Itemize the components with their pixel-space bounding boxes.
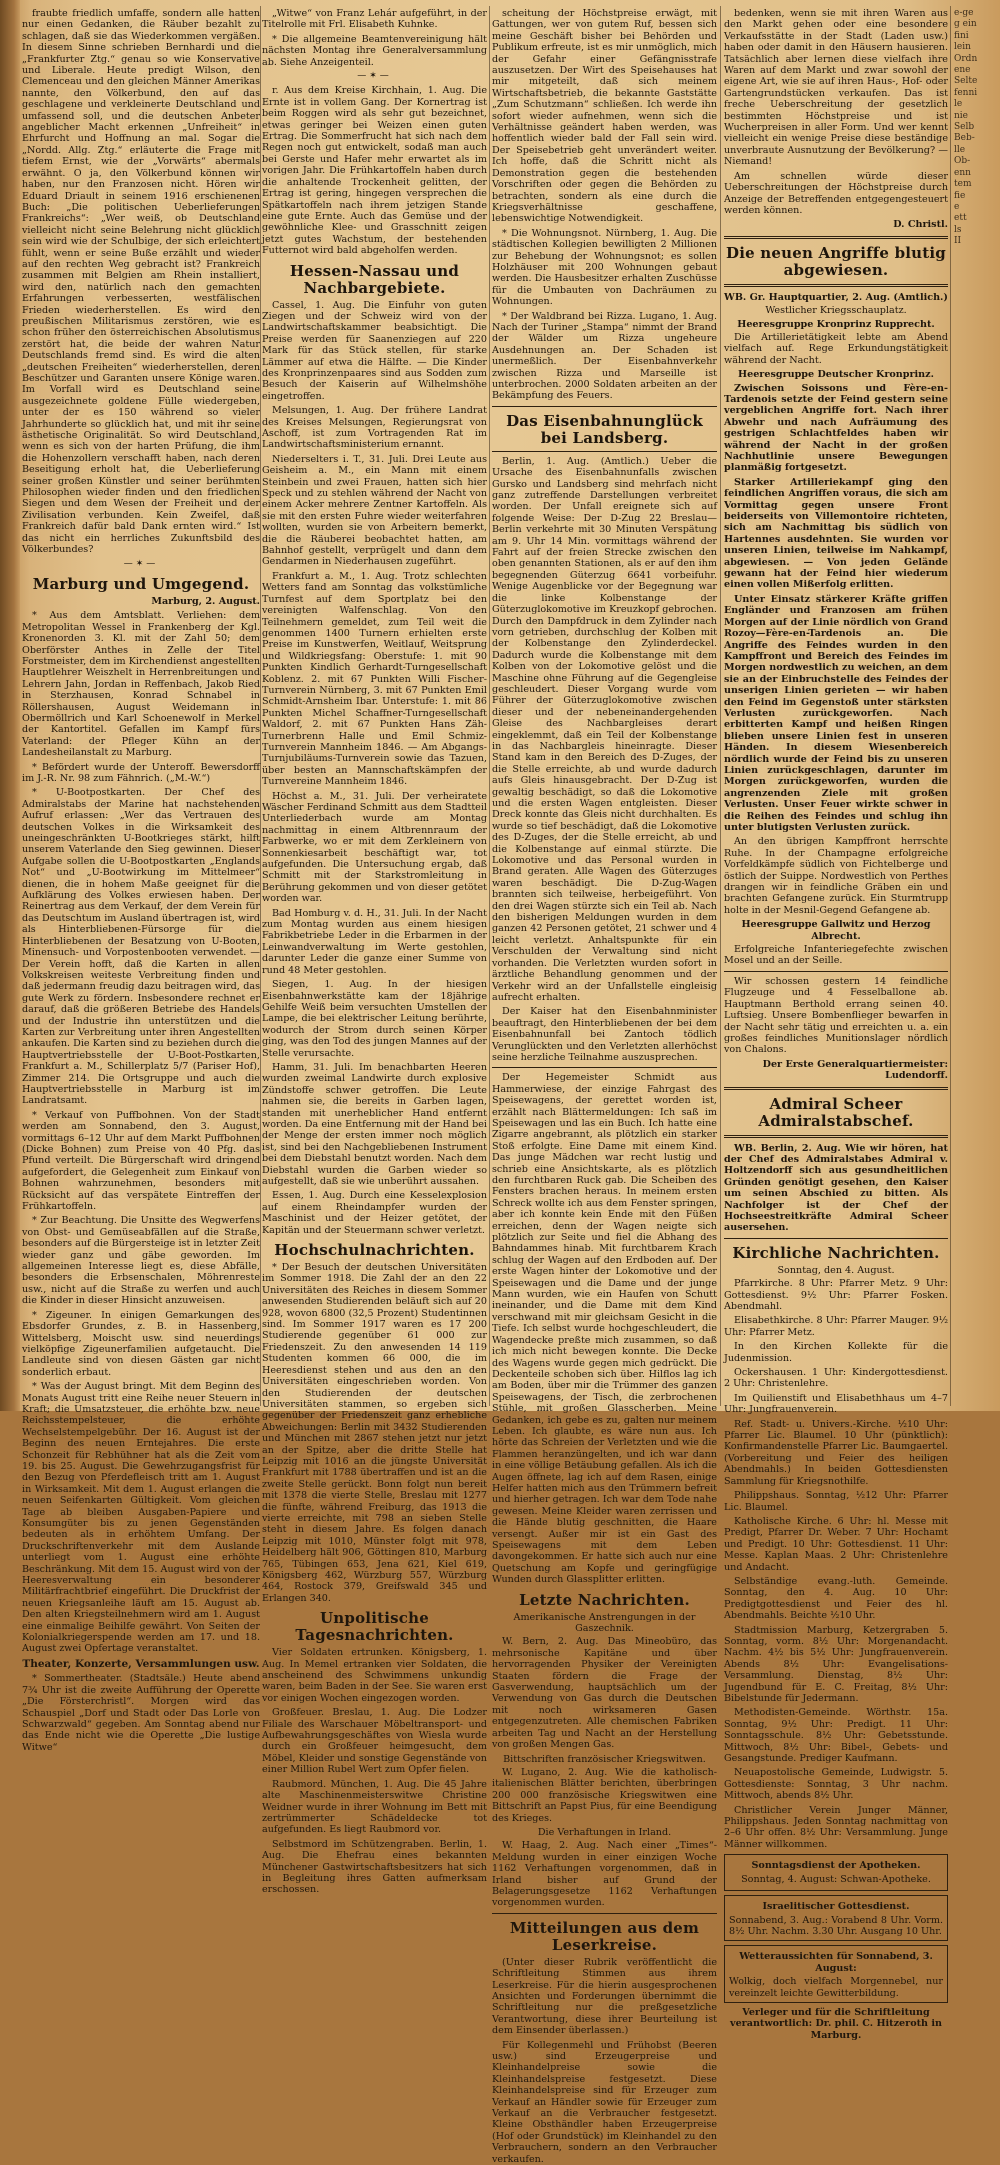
separator: —✶— — [357, 71, 392, 82]
margin-fragment: g ein — [954, 19, 977, 30]
margin-fragment: lle — [954, 144, 966, 155]
subheading: Westlicher Kriegsschauplatz. — [765, 305, 907, 317]
notice-text: Sonntag, 4. August: Schwan-Apotheke. — [741, 1873, 931, 1885]
section-heading-mitteilungen: Mitteilungen aus dem Leserkreise. — [509, 1918, 700, 1954]
subheading: Heeresgruppe Deutscher Kronprinz. — [738, 369, 934, 381]
divider — [492, 451, 717, 452]
subheading: Amerikanische Anstrengungen in der Gaszechnik. — [513, 1611, 696, 1635]
divider — [724, 971, 948, 972]
column-2 — [262, 8, 487, 1896]
article-text: * U-Bootpostkarten. Der Chef des Admiralstabs der Marine hat nachstehenden Aufruf erlassen: „Wer das Vertrauen des deutschen Volkes in die Wirksamkeit des uneingeschränkten U-Bootkrieges stärkt, hilft unserem Vaterlande den Sieg gewinnen. Dieser Aufgabe sollen die U-Bootpostkarten „Englands Not“ und „U-Bootwirkung im Mittelmeer“ dienen, die in hohem Maße geeignet für die Aufklärung des Volkes erwiesen haben. Der Reinertrag aus dem Verkauf, der dem Verein für das Deutschtum im Ausland übertragen ist, wird als Hinterbliebenen-Fürsorge für die Hinterbliebenen der Besatzung von U-Booten, Minensuch- und Vorpostenbooten verwendet. — Der Verein hofft, daß die Karten in allen Volkskreisen weiteste Verbreitung finden und daß jedermann freudig dazu beitragen wird, das gute Werk zu fördern. Insbesondere rechnet er darauf, daß die größeren Betriebe des Handels und der Industrie ihn unterstützen und die Karten zur Verbreitung unter ihren Angestellten ankaufen. Die Karten sind zu beziehen durch die Hauptvertriebsstelle der U-Boot-Postkarten, Frankfurt a. M., Schillerplatz 5/7 (Pariser Hof), Zimmer 214. Die Ortsgruppe und auch die Hauptvertriebsstelle in Marburg ist im Landratsamt. — [22, 787, 260, 1107]
section-heading-hochschul: Hochschulnachrichten. — [274, 1241, 475, 1260]
church-notice: Im Quilienstift und Elisabethhaus um 4–7 Uhr: Jungfrauenverein. — [724, 1392, 948, 1416]
article-text: Vier Soldaten ertrunken. Königsberg, 1. Aug. In Memel ertranken vier Soldaten, die anscheinend des Schwimmens unkundig waren, beim Baden in der See. Sie waren erst vor einigen Wochen eingezogen worden. — [262, 1647, 487, 1704]
article-text: Für Kollegenmehl und Frühobst (Beeren usw.) sind Erzeugerpreise und Kleinhandelpreise sowie die Kleinhandelspreise festgesetzt. Diese Kleinhandelspreise sind für Erzeuger zum Verkauf an Händler sowie für Erzeuger zum Verkauf an die Verbraucher festgesetzt. Kleine Obsthändler haben Erzeugerpreise (Hof oder Grundstück) im Kleinhandel zu den Verbrauchern, sondern an den Verbraucher verkaufen. — [492, 2039, 717, 2165]
subheading-theater: Theater, Konzerte, Versammlungen usw. — [22, 1657, 260, 1670]
margin-fragment: ett — [954, 213, 967, 224]
section-heading-marburg: Marburg und Umgegend. — [32, 574, 250, 593]
article-text: Cassel, 1. Aug. Die Einfuhr von guten Ziegen und der Schweiz wird von der Landwirtschaftskammer beabsichtigt. Die Preise werden für Saanenziegen auf 220 Mark für das Stück stellen, für starke Lämmer auf etwa die Hälfte. — Die Kinder des Kronprinzenpaares sind aus Sodden zum Besuch der Kaiserin auf Wilhelmshöhe eingetroffen. — [262, 299, 487, 402]
margin-fragment: tem — [954, 179, 972, 190]
article-text: Großfeuer. Breslau, 1. Aug. Die Lodzer Filiale des Warschauer Möbeltransport- und Aufbewahrungsgeschäftes von Wiesla wurde durch ein Großfeuer heimgesucht, dem Möbel, Kleider und sonstige Gegenstände von einer Million Rubel Wert zum Opfer fielen. — [262, 1707, 487, 1776]
dateline: Sonntag, den 4. August. — [777, 1264, 895, 1276]
margin-fragment: fini — [954, 30, 969, 41]
church-notice: Philippshaus. Sonntag, ½12 Uhr: Pfarrer Lic. Blaumel. — [724, 1490, 948, 1513]
margin-fragment: fie — [954, 190, 966, 201]
section-heading-scheer: Admiral Scheer Admiralstabschef. — [758, 1094, 914, 1130]
article-text: * Zur Beachtung. Die Unsitte des Wegwerfens von Obst- und Gemüseabfällen auf die Straße, besonders auf die Bürgersteige ist in letzter Zeit wieder ganz und gäbe geworden. Im allgemeinen Interesse liegt es, diese Abfälle, besonders die Erbsenschalen, Möhrenreste usw., nicht auf die Straße zu werfen und auch die Kinder in dieser Hinsicht anzuweisen. — [22, 1215, 260, 1307]
weather-box — [724, 1945, 948, 2003]
article-text: Frankfurt a. M., 1. Aug. Trotz schlechten Wetters fand am Sonntag das volkstümliche Turnfest auf dem Sportplatz bei den vereinigten Walfenschlag. Von den Teilnehmern gemeldet, zum Teil weit die genommen 1400 Turnern erhielten erste Preise im Kunstwerfen, Weitlauf, Weitsprung und Wildkriegsfang: Oberstufe: 1. mit 90 Punkten Kindlich Gerhardt-Turngesellschaft Koblenz. 2. mit 67 Punkten Willi Fischer-Turnverein Nürnberg, 3. mit 67 Punkten Emil Schmidt-Arnsheim Ibar. Unterstufe: 1. mit 86 Punkten Michel Schaffner-Turngesellschaft Waldorf, 2. mit 67 Punkten Hans Zäh-Turnerbrenn Halle und Emil Schmiz-Turnverein Mannheim 1846. — Am Abgangs-Turnjubiläums-Turnverein sowie das Tazuen, über besten an Mannschaftskämpfen der Turnvereine Mannheim 1846. — [262, 570, 487, 788]
article-text: * Verkauf von Puffbohnen. Von der Stadt werden am Sonnabend, den 3. August, vormittags 6–12 Uhr auf dem Markt Puffbohnen (Dicke Bohnen) zum Preise von 40 Pfg. das Pfund verteilt. Die Bürgerschaft wird dringend aufgefordert, die Gelegenheit zum Einkauf von Bohnen wahrzunehmen, besonders mit Rücksicht auf das verspätete Eintreffen der Frühkartoffeln. — [22, 1109, 260, 1213]
margin-fragment: Ob- — [954, 156, 971, 167]
article-text: Starker Artilleriekampf ging den feindlichen Angriffen voraus, die sich am Vormittag gegen unsere Front beiderseits von Villemontoire richteten, sich am Nachmittag bis südlich von Hartennes ausdehnten. Sie wurden vor unseren Linien, teilweise im Nahkampf, abgewiesen. — Von jeden Gelände gewann hat der Feind hier wiederum einen vollen Mißerfolg erlitten. — [724, 476, 948, 591]
article-text: Bad Homburg v. d. H., 31. Juli. In der Nacht zum Montag wurden aus einem hiesigen Fabrikbetriebe Leder in die Erbarmen in der Leinwandverwaltung im Werte gestohlen, darunter Leder die ganze einer Summe von rund 48 Meter gestohlen. — [262, 907, 487, 976]
church-notice: Selbständige evang.-luth. Gemeinde. Sonntag, den 4. Aug. 10 Uhr: Predigtgottesdienst und Feier des hl. Abendmahls. Beichte ½10 Uhr. — [724, 1575, 948, 1622]
notice-text: Wolkig, doch vielfach Morgennebel, nur vereinzelt leichte Gewitterbildung. — [729, 1976, 943, 1999]
subheading: Heeresgruppe Gallwitz und Herzog Albrecht. — [741, 919, 931, 942]
divider — [492, 406, 717, 407]
article-text: Der Hegemeister Schmidt aus Hammerwiese, der einzige Fahrgast des Speisewagens, der gerettet worden ist, erzählt nach Blättermeldungen: Ich saß im Speisewagen und las ein Buch. Ich hatte eine Zigarre angebrannt, als plötzlich ein starker Stoß erfolgte. Eine Dame mit einem Kind. Das junge Mädchen war recht lustig und schrieb eine Ansichtskarte, als es plötzlich den furchtbaren Ruck gab. Die Scheiben des Fensters brachen heraus. In meinem ersten Schreck wollte ich aus dem Fenster springen, aber ich konnte kein Ende mit den Füßen erreichen, denn der Wagen neigte sich plötzlich zur Seite und fiel die Abhang des Bahndammes hinab. Mit furchtbarem Krach schlug der Wagen auf den Erdboden auf. Der erste Wagen hinter der Lokomotive und der Speisewagen und die Dame und der junge Mann wurden, wie ein Haufen von Schutt ineinander, und die Dame mit dem Kind verschwand mit mir gleichsam Gesicht in die Tiefe. Ich selbst wurde hochgeschleudert, die Wagendecke preßte mich zusammen, so daß ich mich nicht bewegen konnte. Die Decke des Wagens wurde gegen mich gedrückt. Die Deckenteile schoben sich über. Hilflos lag ich am Boden, über mir die Trümmer des ganzen Speisewagens, der Tisch, die zerbrochenen Stühle, mit großen Glasscherben. Meine Gedanken, ich gebe es zu, galten nur meinem Leben. Ich glaubte, es wäre nun aus. Ich hörte das Schreien der Verletzten und wie die Flammen heranzüngelten, und ich war dann in eine völlige Betäubung gefallen. Als ich die Augen öffnete, lag ich auf dem Rasen, einige Helfer hatten mich aus den Trümmern befreit und hierher getragen. Ich war dem Tode nahe gewesen. Meine Kleider waren zerrissen und die Hände blutig geschnitten, die Haare versengt. Außer mir ist ein Gast des Speisewagens mit dem Leben davongekommen. Er hatte sich auch nur eine Quetschung am Kopfe und geringfügige Wunden durch Glassplitter erlitten. — [492, 1072, 717, 1586]
church-notice: Stadtmission Marburg, Ketzergraben 5. Sonntag, vorm. 8½ Uhr: Morgenandacht. Nachm. 4½ bis 5½ Uhr: Jungfrauenverein. Abends 8½ Uhr: Evangelisations-Versammlung. Dienstag, 8½ Uhr: Jugendbund für E. C. Freitag, 8½ Uhr: Bibelstunde für Jedermann. — [724, 1624, 948, 1704]
column-rule — [950, 6, 951, 1406]
margin-fragment: e — [954, 201, 960, 212]
article-text: Siegen, 1. Aug. In der hiesigen Eisenbahnwerkstätte kam der 18jährige Gehilfe Weiß beim versuchten Umstellen der Lampe, die bei elektrischer Leitung berührte, wodurch der Strom durch seinen Körper ging, was den Tod des jungen Mannes auf der Stelle verursachte. — [262, 979, 487, 1059]
column-3 — [492, 8, 717, 2165]
separator: —✶— — [123, 558, 159, 569]
subheading: Bittschriften französischer Kriegswitwen. — [503, 1753, 706, 1765]
church-notice: Katholische Kirche. 6 Uhr: hl. Messe mit Predigt, Pfarrer Dr. Weber. 7 Uhr: Hochamt und Predigt. 10 Uhr: Gottesdienst. 11 Uhr: Messe. Kaplan Maas. 2 Uhr: Christenlehre und Andacht. — [724, 1515, 948, 1573]
article-text: Essen, 1. Aug. Durch eine Kesselexplosion auf einem Rheindampfer wurden der Maschinist und der Heizer getötet, der Kapitän und der Steuermann schwer verletzt. — [262, 1190, 487, 1236]
divider — [724, 1238, 948, 1239]
article-text: W. Bern, 2. Aug. Das Mineobüro, das mehrsonische Kapitäne und über hervorragenden Physiker der Vereinigten Staaten fördern die Frage der Gasverwendung, hauptsächlich um der Verwendung von Gas durch die Deutschen mit noch wirksameren Gasen entgegenzutreten. Alle chemischen Fabriken arbeiten Tag und Nacht an der Herstellung von großen Mengen Gas. — [492, 1636, 717, 1751]
column-4 — [724, 8, 948, 2041]
article-text: An den übrigen Kampffront herrschte Ruhe. In der Champagne erfolgreiche Vorfeldkämpfe südlich von Fichtelberge und östlich der Suippe. Nordwestlich von Perthes drangen wir in feindliche Gräben ein und brachten Gefangene zurück. Ein Sturmtrupp holte in der Mesnil-Gegend Gefangene ab. — [724, 836, 948, 916]
subheading: Sonntagsdienst der Apotheken. — [751, 1860, 921, 1872]
article-text: * Zigeuner. In einigen Gemarkungen des Ebsdorfer Grundes, z. B. in Hassenberg, Wittelsberg, Moischt usw. sind neuerdings vielköpfige Zigeunerfamilien aufgetaucht. Die Landleute sind von diesen Gästen gar nicht sonderlich erbaut. — [22, 1309, 260, 1378]
church-notice: Christlicher Verein Junger Männer, Philippshaus. Jeden Sonntag nachmittag von 2–6 Uhr offen. 8½ Uhr: Versammlung. Junge Männer willkommen. — [724, 1804, 948, 1850]
column-1 — [22, 8, 260, 1753]
article-text: scheitung der Höchstpreise erwägt, mit Gattungen, wer von gutem Ruf, bessen sich meine Geschäft bisher bei Behörden und Publikum erfreute, ist es mir unmöglich, mich der Gefahr einer Gefängnisstrafe auszusetzen. Der Wirt des Speisehauses hat mir mitgeteilt, daß sich meinem Wirtschaftsbetrieb, die bekannte Gaststätte „Zum Schutzmann“ schließen. Ich werde ihn sofort wieder aufnehmen, wenn sich die Verhältnisse geändert haben werden, was hoffentlich wieder bald der Fall sein wird. Der Speisebetrieb geht unverändert weiter. Ich hoffe, daß die Schritt nicht als Demonstration gegen die bestehenden Vorschriften oder gegen die Behörden zu betrachten, sondern als eine durch die Kriegsverhältnisse geschaffene, lebenswichtige Notwendigkeit. — [492, 8, 717, 225]
signature: Der Erste Generalquartiermeister: Ludendorff. — [762, 1058, 948, 1082]
section-heading-hessen: Hessen-Nassau und Nachbargebiete. — [289, 261, 460, 297]
margin-fragment: le — [954, 99, 963, 110]
article-text: Erfolgreiche Infanteriegefechte zwischen Mosel und an der Seille. — [724, 944, 948, 967]
article-text: Zwischen Soissons und Fère-en-Tardenois setzte der Feind gestern seine vergeblichen Angriffe fort. Nach ihrer Abwehr und nach Aufräumung des gestrigen Schlachtfeldes haben wir während der Nacht in der großen Nachhutlinie unsere Bewegungen planmäßig fortgesetzt. — [724, 382, 948, 474]
dateline: Marburg, 2. August. — [151, 595, 260, 607]
article-text: Hamm, 31. Juli. Im benachbarten Heeren wurden zweimal Landwirte durch explosive Zündstoffe schwer getroffen. Die Leute nahmen sie, die bereits in Garben lagen, standen mit unerheblicher Hand entfernt worden. Da eine Entfernung mit der Hand bei der Menge der ersten immer noch möglich ist, sind bei den Nachgebliebenen Instrument bei dem Diebstahl benutzt worden. Nach dem Diebstahl wurden die Garben wieder so aufgestellt, daß sie wie unberührt aussahen. — [262, 1061, 487, 1187]
margin-fragment: Selte — [954, 76, 978, 87]
article-text: Der Kaiser hat den Eisenbahnminister beauftragt, den Hinterbliebenen der bei dem Eisenbahnunfall bei Zantoch tödlich Verunglückten und den Verletzten allerhöchst seine herzliche Teilnahme auszusprechen. — [492, 1006, 717, 1063]
divider — [492, 1913, 717, 1914]
section-heading-eisenbahn: Das Eisenbahnunglück bei Landsberg. — [506, 411, 703, 447]
apotheke-box — [724, 1854, 948, 1891]
article-text: * Die Wohnungsnot. Nürnberg, 1. Aug. Die städtischen Kollegien bewilligten 2 Millionen zur Behebung der Wohnungsnot; es sollen Holzhäuser mit 200 Wohnungen gebaut werden. Die Hausbesitzer erhalten Zuschüsse für die Umbauten von Dachräumen zu Wohnungen. — [492, 227, 717, 308]
divider — [724, 236, 948, 239]
margin-fragment: lein — [954, 42, 971, 53]
section-heading-kirche: Kirchliche Nachrichten. — [732, 1243, 940, 1262]
column-rule — [260, 6, 261, 1406]
imprint: Verleger und für die Schriftleitung verantwortlich: Dr. phil. C. Hitzeroth in Marburg. — [730, 2006, 942, 2041]
margin-fragment: ls — [954, 224, 962, 235]
article-text: * Sommertheater. (Stadtsäle.) Heute abend 7¾ Uhr ist die zweite Aufführung der Operette „Die Försterchristl“. Morgen wird das Schauspiel „Dorf und Stadt oder Das Lorle von Schwarzwald“ gegeben. Am Sonntag abend nur das Ende nicht wie die Operette „Die lustige Witwe“ — [22, 1673, 260, 1753]
article-text: W. Haag, 2. Aug. Nach einer „Times“-Meldung wurden in einer einzigen Woche 1162 Verhaftungen vorgenommen, daß in Irland bisher auf Grund der Belagerungsgesetze 1162 Verhaftungen vorgenommen wurden. — [492, 1840, 717, 1909]
margin-column — [954, 8, 998, 1403]
subheading: Wetteraussichten für Sonnabend, 3. August: — [739, 1951, 933, 1974]
article-text: * Der Besuch der deutschen Universitäten im Sommer 1918. Die Zahl der an den 22 Universitäten des Reiches in diesem Sommer anwesenden Studierenden beläuft sich auf 20 928, wovon 6800 (32,5 Prozent) Studentinnen sind. Im Sommer 1917 waren es 17 200 Studierende gegenüber 61 000 zur Friedenszeit. Zu den anwesenden 14 119 Studenten kommen 66 000, die im Heeresdienst stehen und aus den an den Universitäten eingeschrieben worden. Von den Studierenden der deutschen Universitäten stammen, so ergeben sich gegenüber der Friedenszeit ganz erhebliche Abweichungen: Berlin mit 3432 Studierenden und München mit 2867 stehen jetzt nur jetzt an der Spitze, aber die dritte Stelle hat Leipzig mit 1016 an die jüngste Universität Frankfurt mit 1788 übertraffen und ist an die zweite Stelle gerückt. Bonn folgt nun bereit mit 1378 die vierte Stelle, Breslau mit 1277 die fünfte, während Freiburg, das 1913 die vierte erreichte, mit 798 an sieben Stelle steht in diesem Jahre. Es folgen danach Leipzig mit 1010, Münster folgt mit 978, Heidelberg hält 906, Göttingen 810, Marburg 765, Tübingen 653, Jena 621, Kiel 619, Königsberg 462, Würzburg 557, Würzburg 464, Rostock 379, Greifswald 345 und Erlangen 340. — [262, 1262, 487, 1604]
article-text: Höchst a. M., 31. Juli. Der verheiratete Wäscher Ferdinand Schmitt aus dem Stadtteil Unterliederbach wurde am Montag nachmittag in einem Altbrennraum der Farbwerke, wo er mit dem Zerkleinern von Sonnenkiesarbeit beschäftigt war, tot aufgefunden. Die Untersuchung ergab, daß Schmitt mit der Starkstromleitung in Berührung gekommen und von dieser getötet worden war. — [262, 790, 487, 905]
signature: D. Christl. — [893, 219, 948, 231]
divider — [492, 1067, 717, 1068]
margin-fragment: e-ge — [954, 8, 974, 18]
section-heading-angriffe: Die neuen Angriffe blutig abgewiesen. — [725, 243, 946, 279]
church-notice: In den Kirchen Kollekte für die Judenmission. — [724, 1341, 948, 1364]
article-text: Am schnellen würde dieser Ueberschreitungen der Höchstpreise durch Anzeige der Betreffenden entgegengesteuert werden können. — [724, 170, 948, 216]
margin-fragment: nie — [954, 110, 969, 121]
margin-fragment: Beb- — [954, 133, 975, 144]
israelitisch-box — [724, 1895, 948, 1941]
margin-fragment: Ordn — [954, 53, 978, 64]
church-notice: Neuapostolische Gemeinde, Ludwigstr. 5. Gottesdienste: Sonntag, 3 Uhr nachm. Mittwoch, abends 8½ Uhr. — [724, 1767, 948, 1802]
article-text: fraubte friedlich umfaffe, sondern alle hatten nur einen Gedanken, die Räuber bezahlt zu schlagen, daß sie das Wiederkommen vergäßen. In diesem Sinne schrieben Bernhardi und die „Frankfurter Ztg.“ genau so wie Konservative und Liberale. Heute predigt Wilson, den Clemenceau und den gleichen Männer Amerikas nannte, den Völkerbund, den auf das geschlagene und verkleinerte Deutschland und umfassend soll, und die deutschen Anbeter angeblicher Macht erkennen „Unfreiheit“ in Ehrfurcht und Hoffnung an mal. Sogar die „Nordd. Allg. Ztg.“ erläuterte die Frage mit tiefem Ernst, wie der „Vorwärts“ abermals erwähnt. O ja, den Völkerbund können wir haben, nur den Franzosen nicht. Hören wir Eduard Driault in seinem 1916 erschienenen Buch: „Die politischen Ueberlieferungen Frankreichs“: „Wer weiß, ob Deutschland vielleicht nicht seine Belehrung nicht glücklich sein wird wie der Schulbige, der sich erleichtert fühlt, wenn er seine Buße erzählt und wieder auf den rechten Weg gebracht ist? Frankreich zusammen mit Belgien am Rhein installiert, wird den, natürlich nach den gemachten Erfahrungen verbesserten, westfälischen Frieden wiederherstellen. Es wird den preußischen Militarismus zerstören, wie es schon früher den österreichischen Absolutismus zerstört hat, die beide der wahren Natur Deutschlands fremd sind. Es wird die alten „deutschen Freiheiten“ wiederherstellen, deren Beschützer und Garanten unsere Könige waren. Im Vorfall wird es Deutschland seine ausgezeichnete goldene Fülle wiedergeben, unter der es 150 während so vieler Jahrhunderte so glücklich hat, und mit ihr seine ästhetische Originalität. So wird Deutschland, wenn es sich von der harten Prüfung, die ihm die Hohenzollern verschafft haben, nach deren Beseitigung erholt hat, die Ueberlieferung seiner großen Künstler und seiner berühmten Philosophen wieder finden und den friedlichen Siegen und dem Wesen der Freiheit und der Zivilisation verbunden. Kein Zweifel, daß Frankreich dafür bald Dank ernten wird.“ Ist das nicht ein herrliches Zukunftsbild des Völkerbundes? — [22, 8, 260, 556]
article-text: Unter Einsatz stärkerer Kräfte griffen Engländer und Franzosen am frühen Morgen auf der Linie nördlich von Grand Rozoy—Fère-en-Tardenois an. Die Angriffe des Feindes wurden in den Kampffront und Bereich des Feindes im Morgen nordwestlich zu weichen, an dem sie an der Einbruchstelle des Feindes der unserigen Linien gerieten — wir haben den Feind im Gegenstoß unter stärksten Verlusten zurückgeworfen. Nach erbitterten Kampf und heißen Ringen blieben unsere Linien fest in unseren Händen. In diesem Wiesenbereich nördlich wurde der Feind bis zu unseren Linien zurückgeschlagen, darunter im Morgen zurückgeworfen, wurden die angrenzenden Ziele mit großen Verlusten. Unser Feuer wirkte schwer in die Reihen des Feindes und schlug ihn unter blutigsten Verlusten zurück. — [724, 593, 948, 833]
section-heading-letzte: Letzte Nachrichten. — [519, 1590, 690, 1609]
article-text: * Die allgemeine Beamtenvereinigung hält nächsten Montag ihre Generalversammlung ab. Siehe Anzeigenteil. — [262, 33, 487, 68]
margin-fragment: II — [954, 236, 962, 247]
notice-text: Sonnabend, 3. Aug.: Vorabend 8 Uhr. Vorm. 8½ Uhr. Nachm. 3.30 Uhr. Ausgang 10 Uhr. — [729, 1914, 943, 1937]
article-text: Niederselters i. T., 31. Juli. Drei Leute aus Geisheim a. M., ein Mann mit einem Steinbein und zwei Frauen, hatten sich hier Speck und zu stehlen während der Nacht von einem Acker mehrere Zentner Kartoffeln. Als sie mit den ersten Fuhre wieder weiterfahren wollten, wurden sie von Arbeitern bemerkt, die die Räuberei beobachtet hatten, am Bahnhof gestellt, verprügelt und dann dem Gendarmen in Niederhausen zugeführt. — [262, 453, 487, 568]
article-text: r. Aus dem Kreise Kirchhain, 1. Aug. Die Ernte ist in vollem Gang. Der Kornertrag ist beim Roggen wird als sehr gut bezeichnet, etwas geringer bei Weizen einen guten Ertrag. Die Sommerfrucht hat sich nach dem Regen noch gut entwickelt, sodaß man auch bei Gerste und Hafer mehr erwartet als im vorigen Jahr. Die Frühkartoffeln haben durch die anhaltende Trockenheit gelitten, der Ertrag ist gering, hingegen versprechen die Spätkartoffeln nach ihrem jetzigen Stande eine gute Ernte. Auch das Gemüse und der gewöhnliche Klee- und Grasschnitt zeigen jetzt gutes Wachstum, der bestehenden Futternot wird bald abgeholfen werden. — [262, 85, 487, 257]
margin-fragment: ene — [954, 65, 971, 76]
divider — [724, 1135, 948, 1138]
article-text: Die Artillerietätigkeit lebte am Abend vielfach auf. Rege Erkundungstätigkeit während der Nacht. — [724, 331, 948, 366]
article-text: „Witwe“ von Franz Lehár aufgeführt, in der Titelrolle mit Frl. Elisabeth Kuhnke. — [262, 8, 487, 31]
article-text: W. Lugano, 2. Aug. Wie die katholisch-italienischen Blätter berichten, überbringen 200 000 französische Kriegswitwen eine Bittschrift an Papst Pius, für eine Beendigung des Krieges. — [492, 1766, 717, 1824]
subheading: Die Verhaftungen in Irland. — [537, 1826, 672, 1838]
article-text: Raubmord. München, 1. Aug. Die 45 Jahre alte Maschinenmeisterswitwe Christine Weidner wurde in ihrer Wohnung im Bett mit zertrümmerter Schädeldecke tot aufgefunden. Es liegt Raubmord vor. — [262, 1778, 487, 1836]
article-text: WB. Berlin, 2. Aug. Wie wir hören, hat der Chef des Admiralstabes Admiral v. Holtzendorff sich aus gesundheitlichen Gründen genötigt gesehen, den Kaiser um seinen Abschied zu bitten. Als Nachfolger ist der Chef der Hochseestreitkräfte Admiral Scheer ausersehen. — [724, 1142, 948, 1234]
column-rule — [720, 6, 721, 1406]
margin-fragment: enn — [954, 167, 971, 178]
church-notice: Ref. Stadt- u. Univers.-Kirche. ½10 Uhr: Pfarrer Lic. Blaumel. 10 Uhr (pünktlich): Konfirmandenstelle Pfarrer Lic. Baumgaertel. (Vorbereitung und Feier des heiligen Abendmahls.) In beiden Gottesdiensten Sammlung für Kriegsnothilfe. — [724, 1418, 948, 1487]
divider — [724, 1087, 948, 1090]
column-rule — [489, 6, 490, 1406]
dispatch-line: WB. Gr. Hauptquartier, 2. Aug. (Amtlich.) — [724, 291, 948, 303]
article-text: * Der Waldbrand bei Rizza. Lugano, 1. Aug. Nach der Turiner „Stampa“ nimmt der Brand der Wälder um Rizza ungeheure Ausdehnungen an. Der Schaden ist unermeßlich. Der Eisenbahnverkehr zwischen Rizza und Marseille ist unterbrochen. 2000 Soldaten arbeiten an der Bekämpfung des Feuers. — [492, 310, 717, 402]
article-text: (Unter dieser Rubrik veröffentlicht die Schriftleitung Stimmen aus ihrem Leserkreise. Für die hierin ausgesprochenen Ansichten und Forderungen übernimmt die Schriftleitung nur die preßgesetzliche Verantwortung, diese ihrer Beurteilung ist dem Einsender überlassen.) — [492, 1956, 717, 2037]
church-notice: Pfarrkirche. 8 Uhr: Pfarrer Metz. 9 Uhr: Gottesdienst. 9½ Uhr: Pfarrer Fosken. Abendmahl. — [724, 1278, 948, 1312]
article-text: Melsungen, 1. Aug. Der frühere Landrat des Kreises Melsungen, Regierungsrat von Aschoff, ist zum Vortragenden Rat im Landwirtschaftsministerium ernannt. — [262, 405, 487, 451]
church-notice: Elisabethkirche. 8 Uhr: Pfarrer Mauger. 9½ Uhr: Pfarrer Metz. — [724, 1315, 948, 1338]
article-text: bedenken, wenn sie mit ihren Waren aus den Markt gehen oder eine besondere Verkaufsstätte in der Stadt (Laden usw.) haben oder damit in den Häusern hausieren. Tatsächlich aber lernen diese vielfach ihre Waren auf dem Markt und zwar sowohl der eigene Art, wie sie auf ihren Haus-, Hof- oder Gartengrundstücken verkaufen. Das ist freche Ueberschreitung der gesetzlich bestimmten Höchstpreise und ist Wucherpreisen in aller Form. Und wer kennt vielleicht ein wenige Preise diese beständige unverbraute Ausnutzung der Bevölkerung? — Niemand! — [724, 8, 948, 168]
article-text: * Aus dem Amtsblatt. Verliehen: dem Metropolitan Wessel in Frankenberg der Kgl. Kronenorden 3. Kl. mit der Zahl 50; dem Oberförster Anthes in Zelle der Titel Forstmeister, dem im Kirchendienst angestellten Hauptlehrer Weiszhelt in Herrenbreitungen und Lehrern Jahn, Jordan in Reffenbach, Jakob Ried in Sterzhausen, Konrad Schnabel in Röllershausen, August Weidemann in Obermöllrich und Karl Schoenewolf in Merkel der Kantortitel. Gefallen im Kampf fürs Vaterland: der Pfleger Kühn an der Landesheilanstalt zu Marburg. — [22, 610, 260, 759]
article-text: Berlin, 1. Aug. (Amtlich.) Ueber die Ursache des Eisenbahnunfalls zwischen Gursko und Landsberg sind mehrfach nicht ganz zutreffende Darstellungen verbreitet worden. Der Unfall ereignete sich auf folgende Weise: Der D-Zug 22 Breslau—Berlin verkehrte mit 30 Minuten Verspätung am 9. Uhr 14 Min. vormittags während der Fahrt auf der freien Strecke zwischen den oben genannten Stationen, als er auf den ihm begegnenden Güterzug 6641 vorbeifuhr. Wenige Augenblicke vor der Begegnung war die linke Kolbenstange der Güterzuglokomotive im Kreuzkopf gebrochen. Durch den Dampfdruck in dem Zylinder nach vorn getrieben, durchschlug der Kolben mit der Kolbenstange den Zylinderdeckel. Dadurch wurde die Kolbenstange mit dem Kolben von der Lokomotive gelöst und die Maschine ohne Führung auf die Gegengleise geschleudert. Dieser Vorgang wurde vom Führer der Güterzuglokomotive zwischen dieser und der nebeneinandergehenden Gleise des Nachbargleises derart eingeklemmt, daß ein Teil der Kolbenstange in das Nachbargleis hineinragte. Dieser Stand kam in den Bereich des D-Zuges, der die Stelle erreichte, ab und wurde dadurch aufs Gleis hinausgebracht. Der D-Zug ist gewaltig beschädigt, so daß die Lokomotive und die ersten Wagen entgleisten. Dieser Dreck konnte das Gleis nicht durchhalten. Es wurde so tief beschädigt, daß die Lokomotive des D-Zuges, der die Stelle erreicht, ab und die Kolbenstange auf einmal stürzte. Die Lokomotive und das Personal wurden in Brand geraten. Alle Wagen des Güterzuges waren beschädigt. Die D-Zug-Wagen brannten sich teilweise, herbeigeführt. Von den drei Wagen stürzte sich ein Teil ab. Nach den bisherigen Meldungen wurden in dem ganzen 42 Personen getötet, 21 schwer und 4 leicht verletzt. Anhaltspunkte für ein Verschulden der Verwaltung sind nicht vorhanden. Die Verletzten wurden sofort in ärztliche Behandlung genommen und der Verkehr wird an der Unfallstelle eingleisig aufrecht erhalten. — [492, 455, 717, 1003]
article-text: * Befördert wurde der Unteroff. Bewersdorff im J.-R. Nr. 98 zum Fähnrich. („M.-W.“) — [22, 761, 260, 784]
subheading: Heeresgruppe Kronprinz Rupprecht. — [737, 318, 935, 330]
church-notice: Ockershausen. 1 Uhr: Kindergottesdienst. 2 Uhr: Christenlehre. — [724, 1367, 948, 1390]
binding-strip — [0, 0, 20, 1411]
church-notice: Methodisten-Gemeinde. Wörthstr. 15a. Sonntag, 9½ Uhr: Predigt. 11 Uhr: Sonntagsschule. 8½ Uhr: Gebetsstunde. Mittwoch, 8½ Uhr: Bibel-, Gebets- und Gesangstunde. Prediger Kaufmann. — [724, 1707, 948, 1765]
section-heading-unpolitisch: Unpolitische Tagesnachrichten. — [295, 1609, 454, 1645]
article-text: * Was der August bringt. Mit dem Beginn des Monats August tritt eine Reihe neuer Steuern in Kraft; die Umsatzsteuer, die erhöhte bzw. neue Reichsstempelsteuer, die erhöhte Wechselstempelgebühr. Der 16. August ist der Beginn des neuen Erntejahres. Die erste Schonzeit für Rebhühner hat als die Zeit vom 19. bis 25. August. Die Gewehrzugangsfrist für den Bezug von Pferdefleisch tritt am 1. August in Wirksamkeit. Mit dem 1. August erlangen die neuen Seifenkarten Gültigkeit. Vom gleichen Tage ab bleiben Ausgaben-Papiere und Konsumgüter bis zu jenen Gegenständen bedeuten als in erhöhtem Umfang. Der Druckschriftenverkehr mit dem Auslande unterliegt vom 1. August eine erhöhte Beschränkung. Mit dem 15. August wird von der Heeresverwaltung ein besonderer Militärfrachtbrief eingeführt. Die Druckfrist der neuen Kriegsanleihe läuft am 15. August ab. Den alten Kriegsteilnehmern wird am 1. August eine einmalige Beihilfe gewährt. Von Seiten der Kolonialkriegerspende werden am 17. und 18. August zwei Opfertage veranstaltet. — [22, 1381, 260, 1655]
divider — [724, 284, 948, 287]
margin-fragment: Selb — [954, 122, 975, 133]
margin-fragment: fenni — [954, 87, 978, 98]
subheading: Israelitischer Gottesdienst. — [762, 1901, 910, 1913]
article-text: Wir schossen gestern 14 feindliche Flugzeuge und 4 Fesselballone ab. Hauptmann Berthold errang seinen 40. Luftsieg. Unsere Bombenflieger bewarfen in der Nacht sehr tätig und erreichten u. a. ein großes feindliches Munitionslager nördlich von Chalons. — [724, 975, 948, 1056]
article-text: Selbstmord im Schützengraben. Berlin, 1. Aug. Die Ehefrau eines bekannten Münchener Gastwirtschaftsbesitzers hat sich in Begleitung ihres Gatten aufmerksam erschossen. — [262, 1838, 487, 1896]
